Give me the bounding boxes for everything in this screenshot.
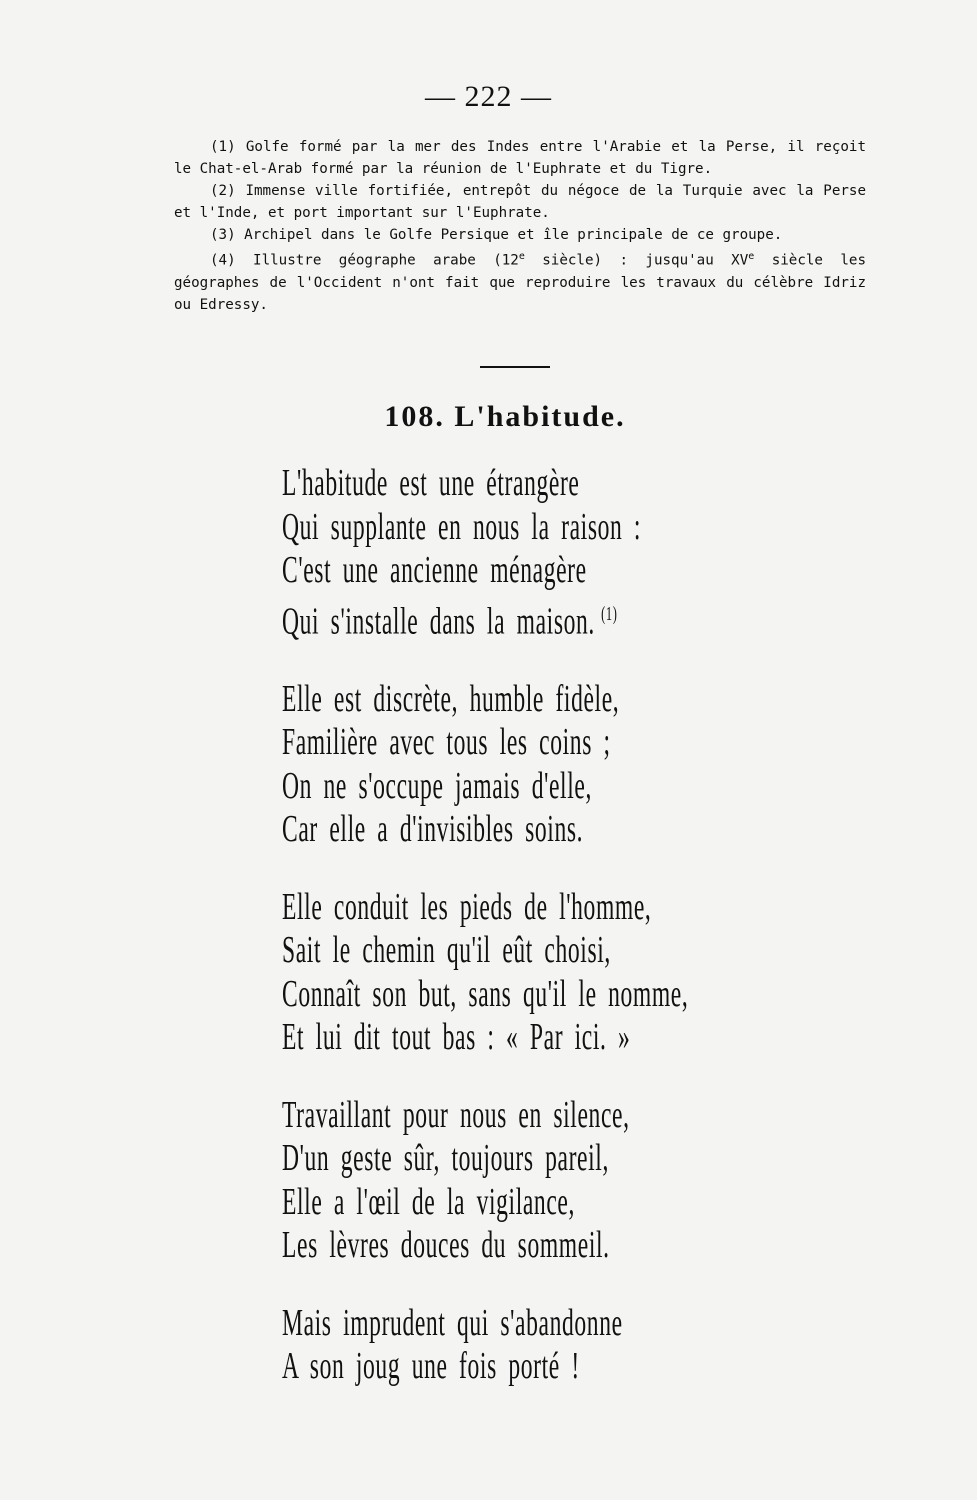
poem-line xyxy=(282,593,704,644)
poem-line: L'habitude est une étrangère xyxy=(282,462,580,504)
footnote-reference: (1) xyxy=(601,602,618,625)
poem-line: Et lui dit tout bas : « Par ici. » xyxy=(282,1016,631,1059)
poem-line: A son joug une fois porté ! xyxy=(282,1345,580,1388)
footnote-text: Golfe formé par la mer des Indes entre l'Arabie et la Perse, il reçoit le Chat-el-Arab formé par la réunion de l'Euphrate et du Tigre. xyxy=(174,139,866,177)
superscript: e xyxy=(748,251,755,262)
footnote-3 xyxy=(174,224,866,246)
footnote-text: Archipel dans le Golfe Persique et île principale de ce groupe. xyxy=(235,227,783,243)
stanza-4 xyxy=(282,1094,704,1268)
poem-line: Mais imprudent qui s'abandonne xyxy=(282,1301,623,1344)
page-number: — 222 — xyxy=(425,80,552,113)
poem-line: On ne s'occupe jamais d'elle, xyxy=(282,764,592,807)
footnote-2 xyxy=(174,180,866,224)
poem-body xyxy=(282,462,704,1423)
footnote-marker: (3) xyxy=(210,227,236,243)
superscript: e xyxy=(518,251,525,262)
footnote-text: siècle les géographes de l'Occident n'ont fait que reproduire les travaux du célèbre Idriz ou Edressy. xyxy=(174,252,866,313)
section-divider xyxy=(480,366,550,368)
poem-line: Familière avec tous les coins ; xyxy=(282,721,611,764)
poem-line: Qui supplante en nous la raison : xyxy=(282,505,642,548)
footnote-text: siècle) : jusqu'au XV xyxy=(524,252,749,269)
stanza-5 xyxy=(282,1302,704,1389)
poem-line: Elle conduit les pieds de l'homme, xyxy=(282,885,652,928)
footnote-text: Immense ville fortifiée, entrepôt du négoce de la Turquie avec la Perse et l'Inde, et port important sur l'Euphrate. xyxy=(174,183,866,221)
poem-line: Connaît son but, sans qu'il le nomme, xyxy=(282,972,689,1015)
stanza-3 xyxy=(282,886,704,1060)
footnote-text: Illustre géographe arabe (12 xyxy=(235,252,519,269)
footnote-1 xyxy=(174,136,866,180)
poem-line: C'est une ancienne ménagère xyxy=(282,549,587,591)
poem-line: Elle est discrète, humble fidèle, xyxy=(282,677,620,720)
footnote-marker: (4) xyxy=(210,252,236,269)
poem-line-text: Qui s'installe dans la maison. xyxy=(282,600,595,643)
footnote-marker: (1) xyxy=(210,139,236,155)
poem-title: 108. L'habitude. xyxy=(384,400,626,433)
footnotes xyxy=(174,136,866,316)
footnote-marker: (2) xyxy=(210,183,236,199)
poem-line: D'un geste sûr, toujours pareil, xyxy=(282,1137,609,1180)
stanza-1 xyxy=(282,462,704,644)
stanza-2 xyxy=(282,678,704,852)
poem-line: Travaillant pour nous en silence, xyxy=(282,1093,630,1136)
footnote-4 xyxy=(174,246,866,316)
poem-line: Sait le chemin qu'il eût choisi, xyxy=(282,929,611,972)
poem-line: Elle a l'œil de la vigilance, xyxy=(282,1180,576,1223)
poem-line: Car elle a d'invisibles soins. xyxy=(282,808,584,851)
poem-line: Les lèvres douces du sommeil. xyxy=(282,1224,610,1267)
